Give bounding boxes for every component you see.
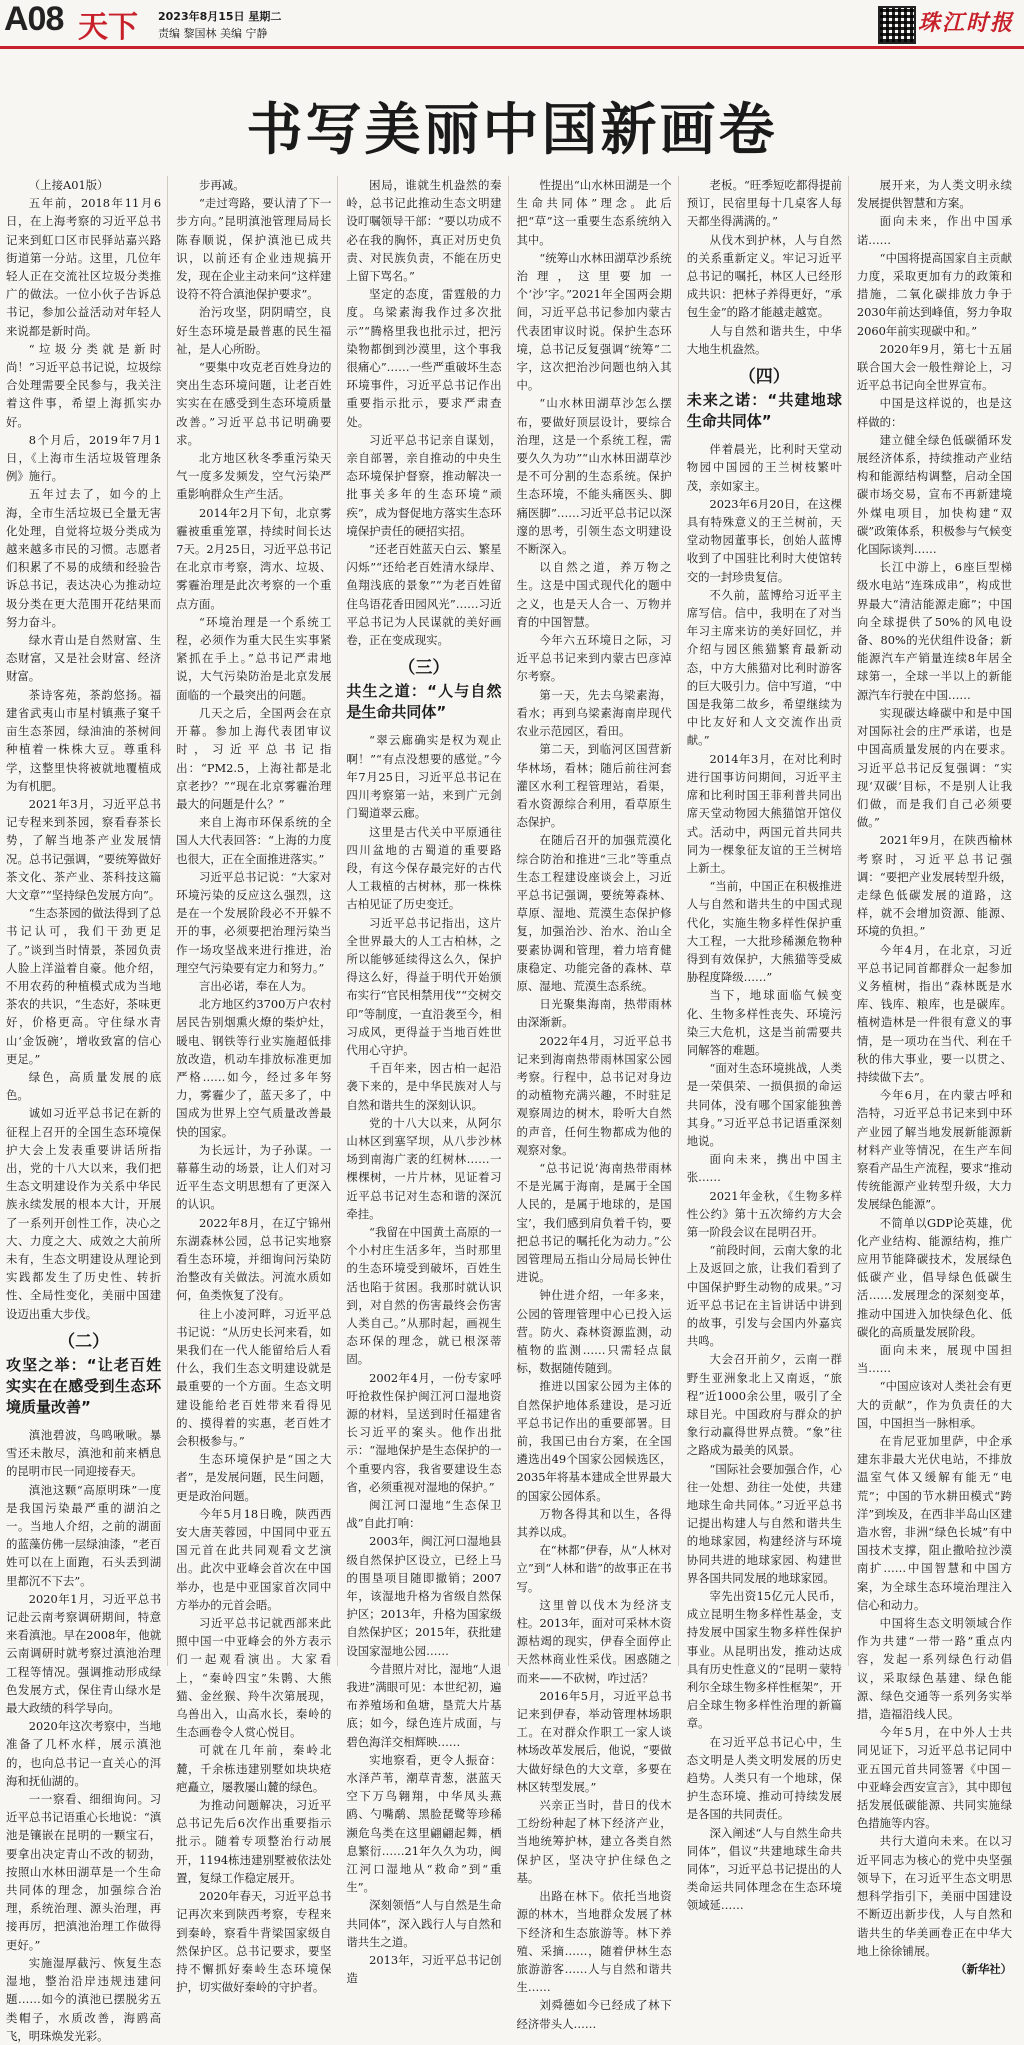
paragraph: 2021年金秋，《生物多样性公约》第十五次缔约方大会第一阶段会议在昆明召开。: [686, 1188, 842, 1239]
paragraph: 共行大道向未来。在以习近平同志为核心的党中央坚强领导下，在习近平生态文明思想科学指引下，美丽中国建设不断迈出新步伐，人与自然和谐共生的华美画卷正在中华大地上徐徐铺展。: [856, 1834, 1013, 1958]
paragraph: “中国将提高国家自主贡献力度，采取更加有力的政策和措施，二氧化碳排放力争于2030年前达到峰值，努力争取2060年前实现碳中和。”: [856, 250, 1013, 338]
paragraph: 2021年9月，在陕西榆林考察时，习近平总书记强调：“要把产业发展转型升级，走绿色低碳发展的道路，这样，就不会增加资源、能源、环境的负担。”: [856, 833, 1013, 939]
paragraph: 几天之后，全国两会在京开幕。参加上海代表团审议时，习近平总书记指出：“PM2.5，上海社都是北京老抄？”“现在北京雾霾治理最大的问题是什么？”: [176, 705, 332, 811]
paragraph: 在习近平总书记心中，生态文明是人类文明发展的历史趋势。人类只有一个地球，保护生态环境、推动可持续发展是各国的共同责任。: [686, 1734, 842, 1822]
paragraph: 今年六五环境日之际，习近平总书记来到内蒙古巴彦淖尔考察。: [516, 633, 672, 684]
paragraph: 当下，地球面临气候变化、生物多样性丧失、环境污染三大危机，这是当前需要共同解答的难题。: [686, 988, 842, 1057]
paragraph: 来自上海市环保系统的全国人大代表回答：“上海的力度也很大，正在全面推进落实。”: [176, 815, 332, 866]
paragraph: 绿水青山是自然财富、生态财富，又是社会财富、经济财富。: [6, 633, 162, 684]
paragraph: 闽江河口湿地“生态保卫战”自此打响：: [346, 1498, 502, 1531]
paragraph: 2023年6月20日，在这棵具有特殊意义的王兰树前，天堂动物园董事长，创始人蓝博收到了中国驻比利时大使馆转交的一封珍贵复信。: [686, 496, 842, 584]
paragraph: 面向未来，作出中国承诺……: [856, 214, 1013, 247]
paragraph: 不久前，蓝博给习近平主席写信。信中，我明在了对当年习主席来访的美好回忆，并介绍与园区熊猫繁育最新动态，中方大熊猫对比利时游客的巨大吸引力。信中写道，“中国是我第二故乡，希望继续为中比友好和人文交流作出贡献。”: [686, 587, 842, 748]
paragraph: 从伐木到护林，人与自然的关系重新定义。牢记习近平总书记的嘱托，林区人已经形成共识：把林子养得更好，“承包生金”的路才能越走越宽。: [686, 232, 842, 320]
paragraph: 钟仕进介绍，一年多来，公园的管理管理中心已投入运营。防火、森林资源监测，动植物的监测……只需轻点鼠标，数据随传随到。: [516, 1288, 672, 1376]
paragraph: “前段时间，云南大象的北上及返回之旅，让我们看到了中国保护野生动物的成果。”习近平总书记在主旨讲话中讲到的故事，引发与会国内外嘉宾共鸣。: [686, 1243, 842, 1349]
paragraph: 实现碳达峰碳中和是中国对国际社会的庄严承诺，也是中国高质量发展的内在要求。习近平总书记反复强调：“实现‘双碳’目标，不是别人让我们做，而是我们自己必须要做。”: [856, 705, 1013, 830]
article-headline: 书写美丽中国新画卷: [246, 98, 778, 163]
text-column-6: [856, 176, 1018, 1976]
paragraph: 步再减。: [198, 178, 245, 192]
paragraph: 2002年4月，一份专家呼吁抢救性保护闽江河口湿地资源的材料，呈送到时任福建省长习近平的案头。他作出批示：“湿地保护是生态保护的一个重要内容，我省要建设生态省，必须重视对湿地的保护。”: [346, 1370, 502, 1494]
paragraph: 诚如习近平总书记在新的征程上召开的全国生态环境保护大会上发表重要讲话所指出，党的十八大以来，我们把生态文明建设作为关系中华民族永续发展的根本大计，开展了一系列开创性工作，决心之大、力度之大、成效之大前所未有，生态文明建设从理论到实践都发生了历史性、转折性、全局性变化，美丽中国建设迈出重大步伐。: [6, 1106, 162, 1321]
paragraph: （上接A01版）: [28, 178, 109, 192]
paragraph: 老板。“旺季短吃都得提前预订，民宿里每十几桌客人每天都坐得满满的。”: [686, 178, 842, 229]
text-column-3: [346, 176, 508, 1986]
paragraph: 生态环境保护是“国之大者”，是发展问题，民生问题，更是政治问题。: [176, 1452, 332, 1503]
paragraph: 面向未来，展现中国担当……: [856, 1343, 1013, 1376]
paragraph: 2013年，习近平总书记创造: [346, 1953, 502, 1986]
paragraph: 治污攻坚，阴阴晴空，良好生态环境是最普惠的民生福祉，是人心所盼。: [176, 305, 332, 356]
paragraph: 困局，谁就生机盎然的秦岭，总书记此推动生态文明建设叮嘱领导干部：“要以功成不必在我的胸怀，真正对历史负责、对民族负责，不能在历史上留下骂名。”: [346, 178, 502, 284]
paragraph: “走过弯路，要认清了下一步方向。”昆明滇池管理局局长陈春顺说，保护滇池已成共识，以前还有企业违规搞开发，现在企业主动来问“这样建设符不符合滇池保护要求”。: [176, 196, 332, 302]
paragraph: 一一察看、细细询问。习近平总书记语重心长地说：“滇池是镶嵌在昆明的一颗宝石，要拿出决定青山不改的韧劲，按照山水林田湖草是一个生命共同体的理念，加强综合治理，系统治理、源头治理，再接再厉，把滇池治理工作做得更好。”: [6, 1792, 162, 1952]
paragraph: 伴着晨光，比利时天堂动物园中国园的王兰树枝繁叶茂，亲如家主。: [686, 442, 842, 493]
paragraph: 习近平总书记就西部来此照中国一中亚峰会的外方表示们一起观看演出。大家看上，“秦岭四宝”朱鹮、大熊猫、金丝猴、羚牛次第展现，乌兽出入，山高水长，秦岭的生态画卷令人赏心悦目。: [176, 1616, 332, 1740]
paragraph: 2022年4月，习近平总书记来到海南热带雨林国家公园考察。行程中，总书记对身边的动植物充满兴趣，不时驻足观察周边的树木，聆听大自然的声音，任何生物都成为他的观察对象。: [516, 1033, 672, 1157]
paragraph: 2016年5月，习近平总书记来到伊春，举动管理林场职工。在对群众作职工一家人谈林场改革发展后，他说，“要做大做好绿色的大文章，多要在林区转型发展。”: [516, 1688, 672, 1794]
header-divider: [0, 46, 1024, 49]
paragraph: 绿色，高质量发展的底色。: [6, 1069, 162, 1103]
paragraph: 人与自然和谐共生，中华大地生机盎然。: [686, 323, 842, 356]
text-column-5: [686, 176, 849, 1913]
paragraph: 北方地区约3700万户农村居民告别烟熏火燎的柴炉灶，暖电、钢铁等行业实施超低排放改造，机动车排放标准更加严格……如今，经过多年努力，雾霾少了，蓝天多了，中国成为世界上空气质量改善最快的国家。: [176, 997, 332, 1139]
paragraph: 党的十八大以来，从阿尔山林区到塞罕坝，从八步沙林场到南海广袤的红树林……一棵棵树，一片片林，见证着习近平总书记对生态和谐的深沉牵挂。: [346, 1115, 502, 1221]
section-number: （二）: [58, 1331, 110, 1352]
paragraph: 茶诗客苑，茶韵悠扬。福建省武夷山市星村镇燕子窠千亩生态茶园，绿油油的茶树间种植着一株株大豆。尊重科学，这整里快将被就地覆植成为有机肥。: [6, 687, 162, 793]
paragraph: 2014年3月，在对比利时进行国事访问期间，习近平主席和比利时国王菲利普共同出席天堂动物园大熊猫馆开馆仪式。活动中，两国元首共同共同为一棵象征友谊的王兰树培上新土。: [686, 751, 842, 875]
paragraph: 日光聚集海南，热带雨林由深渐新。: [516, 997, 672, 1030]
section-name: 天下: [78, 10, 138, 45]
text-column-2: [176, 176, 338, 1995]
paragraph: “要集中攻克老百姓身边的突出生态环境问题，让老百姓实实在在感受到生态环境质量改善。”习近平总书记明确要求。: [176, 360, 332, 447]
qr-code-icon: [878, 6, 916, 44]
paragraph: “生态茶园的做法得到了总书记认可，我们干劲更足了。”谈到当时情景，茶园负责人脸上洋溢着自豪。他介绍，不用农药的种植模式成为当地茶农的共识，“生态好，茶味更好，价格更高。守住绿水青山‘金饭碗’，增收致富的信心更足。”: [6, 906, 162, 1066]
paragraph: “中国应该对人类社会有更大的贡献”，作为负责任的大国，中国担当一脉相承。: [856, 1379, 1013, 1430]
paragraph: 2003年，闽江河口湿地县级自然保护区设立，已经上马的围垦项目随即撤销；2007年，该湿地升格为省级自然保护区；2013年，升格为国家级自然保护区；2015年，获批建设国家湿地公园……: [346, 1534, 502, 1658]
paragraph: 今昔照片对比，湿地“人退我进”满眼可见：本世纪初，遍布养殖场和鱼塘，垦荒大片基底；如今，绿色连片成面，与碧色海洋交相辉映……: [346, 1661, 502, 1749]
paragraph: 习近平总书记亲自谋划，亲自部署，亲自推动的中央生态环境保护督察，推动解决一批事关多年的生态环境“顽疾”，成为督促地方落实生态环境保护责任的硬招实招。: [346, 432, 502, 538]
paragraph: 今年5月，在中外人士共同见证下，习近平总书记同中亚五国元首共同签署《中国－中亚峰会西安宣言》，其中即包括发展低碳能源、共同实施绿色措施等内容。: [856, 1725, 1013, 1831]
paragraph: 万物各得其和以生，各得其养以成。: [516, 1506, 672, 1540]
paragraph: “山水林田湖草沙怎么摆布，要做好顶层设计，要综合治理，这是一个系统工程，需要久久为功”“山水林田湖草沙是不可分割的生态系统。保护生态环境，不能头痛医头、脚痛医脚”……习近平总书记以深邃的思考，引领生态文明建设不断深入。: [516, 396, 672, 557]
paragraph: “还老百姓蓝天白云、繁星闪烁”“还给老百姓清水绿岸、鱼翔浅底的景象”“为老百姓留住鸟语花香田园风光”……习近平总书记为人民谋就的美好画卷，正在变成现实。: [346, 542, 502, 648]
paragraph: “国际社会要加强合作，心往一处想、劲往一处使，共建地球生命共同体。”习近平总书记提出构建人与自然和谐共生的地球家园，构建经济与环境协同共进的地球家园、构建世界各国共同发展的地球家园。: [686, 1461, 842, 1585]
paragraph: 为推动问题解决，习近平总书记先后6次作出重要指示批示。随着专项整治行动展开，1194栋违建别墅被依法处置，复绿工作稳定展开。: [176, 1798, 332, 1885]
paragraph: 深刻领悟“人与自然是生命共同体”，深入践行人与自然和谐共生之道。: [346, 1898, 502, 1949]
paragraph: 刘舜德如今已经成了林下经济带头人……: [516, 1998, 672, 2031]
paragraph: 以自然之道，养万物之生。这是中国式现代化的题中之义，也是天人合一、万物并育的中国智慧。: [516, 560, 672, 629]
paragraph: 在随后召开的加强荒漠化综合防治和推进“三北”等重点生态工程建设座谈会上，习近平总书记强调，要统筹森林、草原、湿地、荒漠生态保护修复，加强治沙、治水、治山全要素协调和管理，着力培育健康稳定、功能完备的森林、草原、湿地、荒漠生态系统。: [516, 833, 672, 993]
paragraph: 五年过去了，如今的上海，全市生活垃圾已全量无害化处理，自觉将垃圾分类成为越来越多市民的习惯。志愿者们积累了不易的成绩和经验告诉总书记，表达决心为推动垃圾分类在更大范围开花结果而努力奋斗。: [6, 487, 162, 629]
paragraph: 这里是古代关中平原通往四川盆地的古蜀道的重要路段，有这今保存最完好的古代人工栽植的古树林，那一株株古柏见证了历史变迁。: [346, 824, 502, 912]
paragraph: 大会召开前夕，云南一群野生亚洲象北上又南返，“旅程”近1000余公里，吸引了全球目光。中国政府与群众的护象行动赢得世界点赞。“象”往之路成为最美的风景。: [686, 1352, 842, 1458]
paragraph: 第一天，先去乌梁素海，看水；再到乌梁素海南岸现代农业示范园区，看田。: [516, 687, 672, 739]
paragraph: 今年4月，在北京，习近平总书记同首都群众一起参加义务植树，指出“森林既是水库、钱库、粮库，也是碳库。植树造林是一件很有意义的事情，是一项功在当代、利在千秋的伟大事业，要一以贯之、持续做下去”。: [856, 942, 1013, 1084]
paragraph: 在肯尼亚加里萨，中企承建东非最大光伏电站，不排放温室气体又缓解有能无“电荒”；中国的节水耕田模式“跨洋”到埃及，在西非半岛山区建造水窖，非洲“绿色长城”有中国技术支撑，阻止撒哈拉沙漠南扩……中国智慧和中国方案，为全球生态环境治理注入信心和动力。: [856, 1434, 1013, 1612]
paragraph: 2014年2月下旬，北京雾霾被重重笼罩，持续时间长达7天。2月25日，习近平总书记在北京市考察，湾水、垃圾、雾霾治理是此次考察的一个重点方面。: [176, 505, 332, 611]
article-source: （新华社）: [955, 1961, 1013, 1976]
newspaper-masthead: 珠江时报: [918, 10, 1015, 36]
paragraph: “我留在中国黄土高原的一个小村庄生活多年，当时那里的生态环境受到破坏，百姓生活也陷于贫困。我那时就认识到，对自然的伤害最终会伤害人类自己。”从那时起，画视生态环保的理念，就已根深蒂固。: [346, 1224, 502, 1367]
text-column-1: [6, 176, 168, 2043]
paragraph: “翠云廊确实是权为观止啊！”“有点没想要的感觉。”今年7月25日，习近平总书记在四川考察第一站，来到广元剑门蜀道翠云廊。: [346, 733, 502, 821]
paragraph: 2020年这次考察中，当地准备了几杯水样，展示滇池的，也向总书记一直关心的洱海和抚仙湖的。: [6, 1719, 162, 1788]
paragraph: 不简单以GDP论英雄，优化产业结构、能源结构，推广应用节能降碳技术，发展绿色低碳产业，倡导绿色低碳生活……发展理念的深刻变革，推动中国进入加快绿色化、低碳化的高质量发展阶段。: [856, 1215, 1013, 1339]
text-column-4: [516, 176, 679, 2031]
editor-credits: 责编 黎国林 美编 宁静: [158, 27, 268, 40]
paragraph: 2020年1月，习近平总书记赴云南考察调研期间，特意来看滇池。早在2008年，他就云南调研时就考察过滇池治理工程等情况。强调推动形成绿色发展方式，保住青山绿水是最大政绩的科学导向。: [6, 1591, 162, 1716]
paragraph: 为长远计，为子孙谋。一幕幕生动的场景，让人们对习近平生态文明思想有了更深入的认识。: [176, 1142, 332, 1212]
paragraph: 实施湿厚截污、恢复生态湿地，整治沿岸违规违建问题……如今的滇池已摆脱劣五类帽子，水质改善，海鸥高飞，明珠焕发光彩。: [6, 1955, 162, 2043]
publication-date: 2023年8月15日 星期二: [158, 10, 282, 23]
paragraph: “垃圾分类就是新时尚！”习近平总书记说，垃圾综合处理需要全民参与，我关注着这件事，希望上海抓实办好。: [6, 341, 162, 429]
paragraph: 北方地区秋冬季重污染天气一度多发频发，空气污染严重影响群众生产生活。: [176, 451, 332, 502]
paragraph: 中国是这样说的，也是这样做的：: [856, 396, 1013, 429]
paragraph: 五年前，2018年11月6日，在上海考察的习近平总书记来到虹口区市民驿站嘉兴路街道第一分站。这里，几位年轻人正在交流社区垃圾分类推广的做法。一位小伙子告诉总书记，参加公益活动对年轻人来说都是新时尚。: [6, 196, 162, 338]
paragraph: 滇池碧波，鸟鸣啾啾。暴雪还未散尽，滇池和前来栖息的昆明市民一同迎接春天。: [6, 1428, 162, 1479]
paragraph: 今年6月，在内蒙古呼和浩特，习近平总书记来到中环产业园了解当地发展新能源新材料产业等情况，在生产车间察看产品生产流程，要求“推动传统能源产业转型升级，大力发展绿色能源”。: [856, 1088, 1013, 1212]
paragraph: 8个月后，2019年7月1日，《上海市生活垃圾管理条例》施行。: [6, 432, 162, 484]
section-number: （四）: [738, 367, 790, 388]
paragraph: 第二天，到临河区国营新华林场，看林；随后前往河套灌区水利工程管理站，看渠，看水资源综合利用，看草原生态保护。: [516, 742, 672, 830]
paragraph: 言出必诺，奉在人为。: [198, 978, 313, 993]
paragraph: 出路在林下。依托当地资源的林木，当地群众发展了林下经济和生态旅游等。林下养殖、采摘……，随着伊林生态旅游游客……人与自然和谐共生……: [516, 1889, 672, 1995]
paragraph: 千百年来，因古柏一起沿袭下来的，是中华民族对人与自然和谐共生的深刻认识。: [346, 1061, 502, 1112]
paragraph: “环境治理是一个系统工程，必须作为重大民生实事紧紧抓在手上。”总书记严肃地说，大气污染防治是北京发展面临的一个最突出的问题。: [176, 614, 332, 702]
paragraph: 往上小凌河畔，习近平总书记说：“从历史长河来看，如果我们在一代人能留给后人看什么，我们生态文明建设就是最重要的一个方面。生态文明建设能给老百姓带来看得见的、摸得着的实惠，老百姓才会积极参与。”: [176, 1306, 332, 1449]
paragraph: “当前，中国正在积极推进人与自然和谐共生的中国式现代化，实施生物多样性保护重大工程，一大批珍稀濒危物种得到有效保护，大熊猫等受威胁程度降级……”: [686, 879, 842, 985]
paragraph: 兴亲正当时，昔日的伐木工纷纷种起了林下经济产业，当地统筹护林，建立各类自然保护区，坚决守护住绿色之基。: [516, 1798, 672, 1885]
paragraph: 宰先出资15亿元人民币，成立昆明生物多样性基金，支持发展中国家生物多样性保护事业。从昆明出发，推动达成具有历史性意义的“昆明－蒙特利尔全球生物多样性框架”，开启全球生物多样性治理的新篇章。: [686, 1589, 842, 1731]
paragraph: 这里曾以伐木为经济支柱。2013年，面对可采林木资源枯竭的现实，伊春全面停止天然林商业性采伐。困惑随之而来——不砍树，咋过活？: [516, 1597, 672, 1685]
section-heading: 未来之诺：“共建地球生命共同体”: [686, 391, 842, 431]
paragraph: 性提出“山水林田湖是一个生命共同体”理念。此后把“草”这一重要生态系统纳入其中。: [516, 178, 672, 247]
paragraph: 长江中游上，6座巨型梯级水电站“连珠成串”，构成世界最大“清洁能源走廊”；中国向全球提供了50%的风电设备、80%的光伏组件设备；新能源汽车产销量连续8年居全球第一，全球一半以上的新能源汽车行驶在中国……: [856, 560, 1013, 702]
page-number: A08: [4, 0, 64, 38]
paragraph: 2022年8月，在辽宁锦州东湖森林公园，总书记实地察看生态环境，并细询问污染防治整改有关做法。河流水质如何，鱼类恢复了没有。: [176, 1215, 332, 1303]
section-heading: 共生之道：“人与自然是生命共同体”: [346, 682, 502, 722]
paragraph: 推进以国家公园为主体的自然保护地体系建设，是习近平总书记作出的重要部署。目前，我国已由台方案，在全国遴选出49个国家公园候选区，2035年将基本建成全世界最大的国家公园体系。: [516, 1379, 672, 1503]
paragraph: “面对生态环境挑战，人类是一荣俱荣、一损俱损的命运共同体，没有哪个国家能独善其身。”习近平总书记语重深刻地说。: [686, 1061, 842, 1148]
page-header: [0, 0, 1024, 46]
paragraph: 在“林都”伊春，从“人林对立”到“人林和谐”的故事正在书写。: [516, 1543, 672, 1594]
paragraph: 展开来，为人类文明永续发展提供智慧和方案。: [856, 178, 1013, 211]
paragraph: 中国将生态文明领域合作作为共建“一带一路”重点内容，发起一系列绿色行动倡议，采取绿色基建、绿色能源、绿色交通等一系列务实举措，造福沿线人民。: [856, 1616, 1013, 1722]
paragraph: 深入阐述“人与自然生命共同体”，倡议“共建地球生命共同体”，习近平总书记提出的人类命运共同体理念在生态环境领域延……: [686, 1825, 842, 1913]
paragraph: “统筹山水林田湖草沙系统治理，这里要加一个‘沙’字。”2021年全国两会期间，习近平总书记参加内蒙古代表团审议时说。保护生态环境，总书记反复强调“统筹”二字，这次把治沙问题也纳入其中。: [516, 250, 672, 393]
paragraph: 2021年3月，习近平总书记专程来到茶园，察看春茶长势，了解当地茶产业发展情况。总书记强调，“要统筹做好茶文化、茶产业、茶科技这篇大文章”“坚持绿色发展方向”。: [6, 796, 162, 902]
paragraph: 今年5月18日晚，陕西西安大唐芙蓉园，中国同中亚五国元首在此共同观看文艺演出。此次中亚峰会首次在中国举办，也是中亚国家首次同中方举办的元首会晤。: [176, 1506, 332, 1612]
paragraph: 坚定的态度，雷霆般的力度。乌梁素海我作过多次批示”“腾格里我也批示过，把污染物都倒到沙漠里，这个事我很痛心”……一些严重破坏生态环境事件，习近平总书记作出重要指示批示，要求严肃查处。: [346, 287, 502, 429]
section-number: （三）: [398, 658, 450, 679]
paragraph: 滇池这颗“高原明珠”一度是我国污染最严重的湖泊之一。当地人介绍，之前的湖面的蓝藻仿佛一层绿油漆，“老百姓可以在上面跑，石头丢到湖里都沉不下去”。: [6, 1482, 162, 1588]
paragraph: 习近平总书记指出，这片全世界最大的人工古柏林，之所以能够延续得这么久，保护得这么好，得益于明代开始颁布实行“官民相禁用伐”“交树交印”等制度，一直沿袭至今，相习成风，更得益于当地百姓世代用心守护。: [346, 915, 502, 1057]
paragraph: 可就在几年前，秦岭北麓，千余栋违建别墅如块块疮疤矗立，屡教屡山麓的绿色。: [176, 1743, 332, 1794]
paragraph: 实地察看，更令人振奋：水泽芦苇，潮草青葱，湛蓝天空下万鸟翱翔，中华凤头燕鸥、勺嘴鹬、黑脸琵鹭等珍稀濒危鸟类在这里翩翩起舞，栖息繁衍……21年久久为功，闽江河口湿地从“救命”到“重生”。: [346, 1752, 502, 1895]
paragraph: 2020年9月，第七十五届联合国大会一般性辩论上，习近平总书记向全世界宣布。: [856, 341, 1013, 393]
paragraph: 面向未来，携出中国主张……: [686, 1152, 842, 1185]
section-heading: 攻坚之举：“让老百姓实实在在感受到生态环境质量改善”: [6, 1356, 162, 1416]
paragraph: 2020年春天，习近平总书记再次来到陕西考察，专程来到秦岭，察看牛背梁国家级自然保护区。总书记要求，要坚持不懈抓好秦岭生态环境保护，切实做好秦岭的守护者。: [176, 1889, 332, 1995]
paragraph: 建立健全绿色低碳循环发展经济体系，持续推动产业结构和能源结构调整，启动全国碳市场交易，宣布不再新建境外煤电项目，加快构建“双碳”政策体系，积极参与气候变化国际谈判……: [856, 432, 1013, 557]
paragraph: 习近平总书记说：“大家对环境污染的反应这么强烈，这是在一个发展阶段必不开躲不开的事，必须要把治理污染当作一场攻坚战来进行推进，治理空气污染要有定力和努力。”: [176, 869, 332, 975]
article-body: [6, 176, 1018, 2043]
paragraph: “总书记说‘海南热带雨林不是光属于海南，是属于全国人民的，是属于地球的，是国宝’，我们感到肩负着千钧，要把总书记的嘱托化为动力。”公园管理局五指山分局局长钟仕进说。: [516, 1160, 672, 1285]
